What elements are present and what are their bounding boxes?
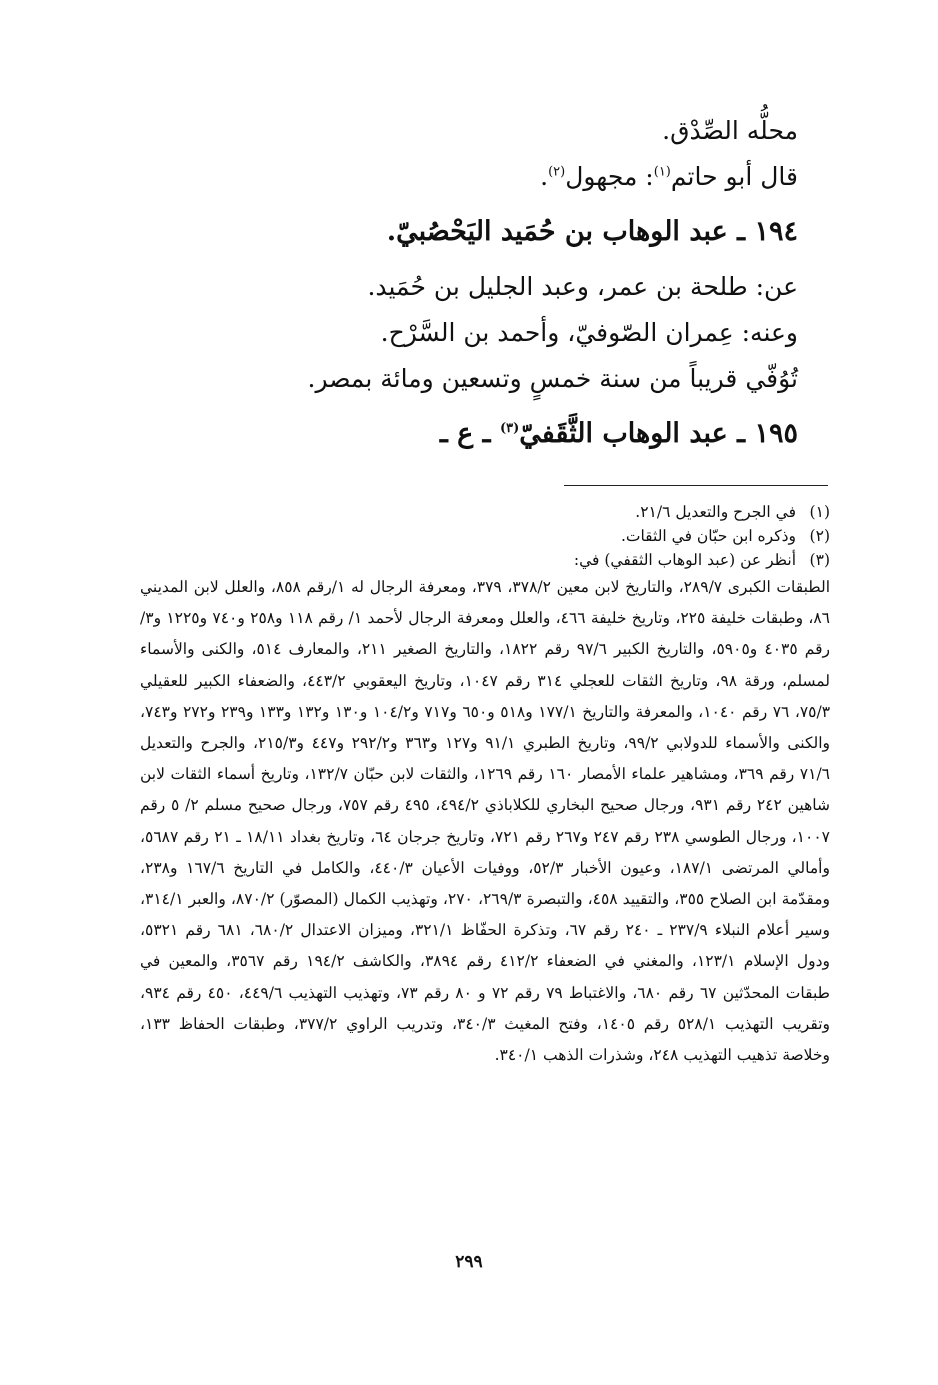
footnote-text: أنظر عن (عبد الوهاب الثقفي) في: [573,551,796,569]
entry-heading-194: ١٩٤ ـ عبد الوهاب بن حُمَيد اليَحْصُبيّ. [386,216,798,247]
text-segment: قال أبو حاتم [670,162,798,191]
text-line: تُوُفّي قريباً من سنة خمسٍ وتسعين ومائة بمصر. [307,364,798,393]
text-segment: . [540,162,549,191]
footnote-text: في الجرح والتعديل ٢١/٦. [635,503,796,521]
text-segment: ـ ع ـ [439,418,500,449]
footnote-3-sources: الطبقات الكبرى ٢٨٩/٧، والتاريخ لابن معين ٣٧٨/٢، ٣٧٩، ومعرفة الرجال له ١/رقم ٨٥٨، والعلل لابن المديني ٨٦، وطبقات خليفة ٢٢٥، وتاريخ خليفة ٤٦٦، والعلل ومعرفة الرجال لأحمد ١/ رقم ١١٨ و٢٥٨ و٧٤٠ و١٢٢٥ و٣/ رقم ٤٠٣٥ و٥٩٠٥، والتاريخ الكبير ٩٧/٦ رقم ١٨٢٢، والتاريخ الصغير ٢١١، والمعارف ٥١٤، والكنى والأسماء لمسلم، ورقة ٩٨، وتاريخ الثقات للعجلي ٣١٤ رقم ١٠٤٧، وتاريخ اليعقوبي ٤٤٣/٢، والضعفاء الكبير للعقيلي ٧٥/٣، ٧٦ رقم ١٠٤٠، والمعرفة والتاريخ ١٧٧/١ و٥١٨ و٦٥٠ و٧١٧ و١٠٤/٢ و١٣٠ و١٣٢ و١٣٣ و٢٣٩ و٢٧٢ و٧٤٣، والكنى والأسماء للدولابي ٩٩/٢، وتاريخ الطبري ٩١/١ و١٢٧ و٣٦٣ و٢٩٢/٢ و٤٤٧ و٢١٥/٣، والجرح والتعديل ٧١/٦ رقم ٣٦٩، ومشاهير علماء الأمصار ١٦٠ رقم ١٢٦٩، والثقات لابن حبّان ١٣٢/٧، وتاريخ أسماء الثقات لابن شاهين ٢٤٢ رقم ٩٣١، ورجال صحيح البخاري للكلاباذي ٤٩٤/٢، ٤٩٥ رقم ٧٥٧، ورجال صحيح مسلم ٢/ ٥ رقم ١٠٠٧، ورجال الطوسي ٢٣٨ رقم ٢٤٧ و٢٦٧ رقم ٧٢١، وتاريخ جرجان ٦٤، وتاريخ بغداد ١٨/١١ ـ ٢١ رقم ٥٦٨٧، وأمالي المرتضى ١٨٧/١، وعيون الأخبار ٥٢/٣، ووفيات الأعيان ٤٤٠/٣، والكامل في التاريخ ١٦٧/٦ و٢٣٨، ومقدّمة ابن الصلاح ٣٥٥، والتقييد ٤٥٨، والتبصرة ٢٦٩/٣، ٢٧٠، وتهذيب الكمال (المصوّر) ٨٧٠/٢، والعبر ٣١٤/١، وسير أعلام النبلاء ٢٣٧/٩ ـ ٢٤٠ رقم ٦٧، وتذكرة الحفّاظ ٣٢١/١، وميزان الاعتدال ٦٨٠/٢، ٦٨١ رقم ٥٣٢١، ودول الإسلام ١٢٣/١، والمغني في الضعفاء ٤١٢/٢ رقم ٣٨٩٤، والكاشف ١٩٤/٢ رقم ٣٥٦٧، والمعين في طبقات المحدّثين ٦٧ رقم ٦٨٠، والاغتباط ٧٩ رقم ٧٢ و ٨٠ رقم ٧٣، وتهذيب التهذيب ٤٤٩/٦، ٤٥٠ رقم ٩٣٤، وتقريب التهذيب ٥٢٨/١ رقم ١٤٠٥، وفتح المغيث ٣٤٠/٣، وتدريب الراوي ٣٧٧/٢، وطبقات الحفاظ ١٣٣، وخلاصة تذهيب التهذيب ٢٤٨، وشذرات الذهب ٣٤٠/١. [140,578,831,1065]
footnotes [140,500,830,1071]
footnote-2 [140,524,830,548]
footnote-text: وذكره ابن حبّان في الثقات. [620,527,796,545]
main-text [138,108,798,462]
text-line: محلُّه الصِّدْق. [662,116,798,145]
text-line [138,154,798,200]
footnote-3 [140,548,830,572]
footnote-1 [140,500,830,524]
text-segment: : مجهول [565,162,654,191]
footnote-number: (٢) [809,527,830,545]
text-segment: ١٩٥ ـ عبد الوهاب الثَّقَفيّ [519,418,798,449]
footnote-ref[interactable]: (١) [653,164,671,180]
footnote-ref[interactable]: (٣) [499,421,520,436]
footnote-divider [564,485,828,486]
text-line: وعنه: عِمران الصّوفيّ، وأحمد بن السَّرْح. [380,318,798,347]
footnote-ref[interactable]: (٢) [548,164,566,180]
footnote-number: (٣) [809,551,830,569]
page-number: ٢٩٩ [455,1252,483,1272]
footnote-number: (١) [809,503,830,521]
entry-heading-195 [138,406,798,462]
text-line: عن: طلحة بن عمر، وعبد الجليل بن حُمَيد. [367,272,798,301]
